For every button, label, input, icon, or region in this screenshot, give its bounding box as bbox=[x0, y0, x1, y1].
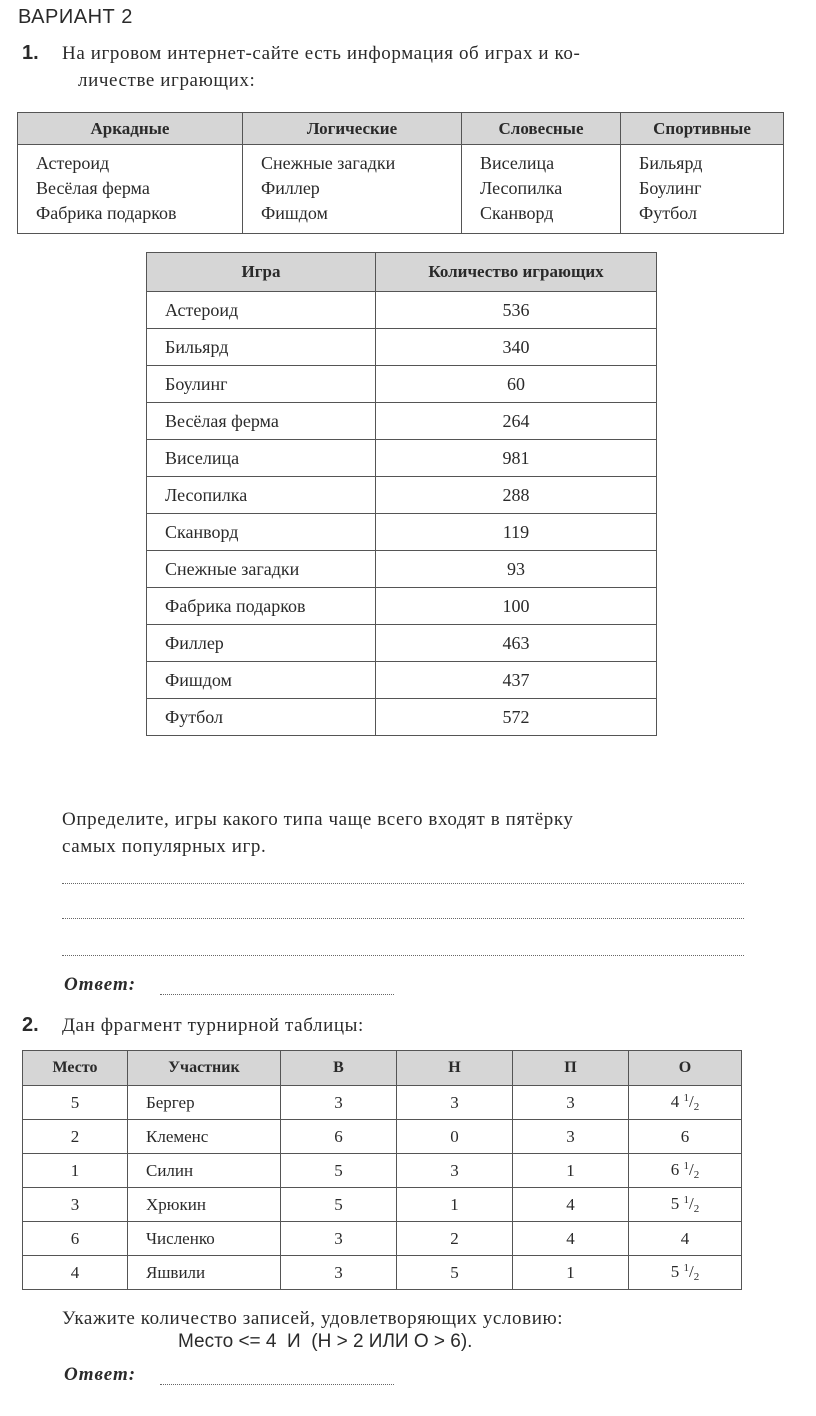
points-numerator: 1 bbox=[683, 1194, 689, 1206]
task2-answer-label: Ответ: bbox=[64, 1364, 137, 1385]
losses-cell: 3 bbox=[513, 1086, 629, 1120]
table-row bbox=[23, 1256, 742, 1290]
participant-cell: Численко bbox=[128, 1222, 281, 1256]
losses-cell: 4 bbox=[513, 1188, 629, 1222]
count-cell: 536 bbox=[376, 292, 657, 329]
game-cell: Филлер bbox=[147, 625, 376, 662]
players-table bbox=[146, 252, 657, 736]
players-header-row bbox=[147, 253, 657, 292]
task1-prompt-line2: самых популярных игр. bbox=[62, 836, 267, 857]
task1-number: 1. bbox=[22, 42, 39, 64]
answer-writing-line bbox=[62, 918, 744, 919]
count-cell: 60 bbox=[376, 366, 657, 403]
points-integer: 5 bbox=[670, 1262, 680, 1281]
task2-prompt: Укажите количество записей, удовлетворяющих условию: bbox=[62, 1308, 564, 1329]
count-cell: 572 bbox=[376, 699, 657, 736]
count-cell: 100 bbox=[376, 588, 657, 625]
wins-cell: 3 bbox=[281, 1222, 397, 1256]
table-row bbox=[147, 588, 657, 625]
points-integer: 4 bbox=[670, 1092, 680, 1111]
game-cell: Бильярд bbox=[147, 329, 376, 366]
draws-cell: 2 bbox=[397, 1222, 513, 1256]
game-name: Футбол bbox=[639, 203, 697, 223]
draws-cell: 5 bbox=[397, 1256, 513, 1290]
place-cell: 6 bbox=[23, 1222, 128, 1256]
game-name: Виселица bbox=[480, 153, 555, 173]
table-row bbox=[147, 514, 657, 551]
categories-header-row bbox=[18, 113, 784, 145]
game-cell: Лесопилка bbox=[147, 477, 376, 514]
table-row bbox=[23, 1086, 742, 1120]
column-header-points: О bbox=[629, 1051, 742, 1086]
task1-question-line1: На игровом интернет-сайте есть информация об играх и ко- bbox=[62, 43, 581, 64]
points-integer: 5 bbox=[670, 1194, 680, 1213]
game-name: Бильярд bbox=[639, 153, 703, 173]
game-cell: Астероид bbox=[147, 292, 376, 329]
game-cell: Боулинг bbox=[147, 366, 376, 403]
place-cell: 2 bbox=[23, 1120, 128, 1154]
game-name: Фишдом bbox=[261, 203, 328, 223]
points-integer: 6 bbox=[670, 1160, 680, 1179]
table-row bbox=[147, 329, 657, 366]
game-name: Снежные загадки bbox=[261, 153, 396, 173]
place-cell: 4 bbox=[23, 1256, 128, 1290]
tournament-table bbox=[22, 1050, 742, 1290]
wins-cell: 3 bbox=[281, 1086, 397, 1120]
task2-question: Дан фрагмент турнирной таблицы: bbox=[62, 1015, 364, 1036]
column-header-wins: В bbox=[281, 1051, 397, 1086]
count-cell: 463 bbox=[376, 625, 657, 662]
table-row bbox=[23, 1188, 742, 1222]
points-denominator: 2 bbox=[693, 1169, 700, 1181]
participant-cell: Хрюкин bbox=[128, 1188, 281, 1222]
category-header: Спортивные bbox=[621, 113, 784, 145]
count-cell: 264 bbox=[376, 403, 657, 440]
points-cell: 6 $^1/_2$ bbox=[629, 1154, 742, 1188]
category-column bbox=[243, 145, 462, 234]
points-integer: 6 bbox=[680, 1126, 690, 1146]
task2-answer-field[interactable] bbox=[160, 1384, 394, 1385]
table-row bbox=[147, 292, 657, 329]
game-name: Фабрика подарков bbox=[36, 203, 177, 223]
points-cell bbox=[629, 1222, 742, 1256]
count-cell: 119 bbox=[376, 514, 657, 551]
draws-cell: 3 bbox=[397, 1086, 513, 1120]
category-header: Словесные bbox=[462, 113, 621, 145]
draws-cell: 1 bbox=[397, 1188, 513, 1222]
game-cell: Весёлая ферма bbox=[147, 403, 376, 440]
points-numerator: 1 bbox=[683, 1160, 689, 1172]
losses-cell: 3 bbox=[513, 1120, 629, 1154]
losses-cell: 1 bbox=[513, 1154, 629, 1188]
game-name: Сканворд bbox=[480, 203, 554, 223]
game-cell: Фишдом bbox=[147, 662, 376, 699]
points-numerator: 1 bbox=[683, 1262, 689, 1274]
table-row bbox=[147, 440, 657, 477]
game-cell: Фабрика подарков bbox=[147, 588, 376, 625]
count-cell: 437 bbox=[376, 662, 657, 699]
players-header-game: Игра bbox=[147, 253, 376, 292]
game-name: Филлер bbox=[261, 178, 320, 198]
points-denominator: 2 bbox=[693, 1101, 700, 1113]
place-cell: 3 bbox=[23, 1188, 128, 1222]
category-header: Аркадные bbox=[18, 113, 243, 145]
count-cell: 981 bbox=[376, 440, 657, 477]
place-cell: 1 bbox=[23, 1154, 128, 1188]
draws-cell: 3 bbox=[397, 1154, 513, 1188]
wins-cell: 6 bbox=[281, 1120, 397, 1154]
task1-question-line2: личестве играющих: bbox=[78, 70, 256, 91]
points-denominator: 2 bbox=[693, 1271, 700, 1283]
count-cell: 340 bbox=[376, 329, 657, 366]
place-cell: 5 bbox=[23, 1086, 128, 1120]
losses-cell: 4 bbox=[513, 1222, 629, 1256]
answer-writing-line bbox=[62, 883, 744, 884]
points-numerator: 1 bbox=[683, 1092, 689, 1104]
table-row bbox=[23, 1120, 742, 1154]
table-row bbox=[147, 625, 657, 662]
table-row bbox=[23, 1222, 742, 1256]
points-cell: 5 $^1/_2$ bbox=[629, 1188, 742, 1222]
participant-cell: Клеменс bbox=[128, 1120, 281, 1154]
task2-condition: Место <= 4 И (Н > 2 ИЛИ О > 6). bbox=[178, 1331, 473, 1352]
answer-writing-line bbox=[62, 955, 744, 956]
game-name: Боулинг bbox=[639, 178, 702, 198]
game-cell: Виселица bbox=[147, 440, 376, 477]
categories-table bbox=[17, 112, 784, 234]
participant-cell: Силин bbox=[128, 1154, 281, 1188]
task2-number: 2. bbox=[22, 1014, 39, 1036]
draws-cell: 0 bbox=[397, 1120, 513, 1154]
participant-cell: Яшвили bbox=[128, 1256, 281, 1290]
points-integer: 4 bbox=[680, 1228, 690, 1248]
table-row bbox=[147, 477, 657, 514]
wins-cell: 5 bbox=[281, 1154, 397, 1188]
column-header-draws: Н bbox=[397, 1051, 513, 1086]
count-cell: 93 bbox=[376, 551, 657, 588]
wins-cell: 5 bbox=[281, 1188, 397, 1222]
category-column bbox=[621, 145, 784, 234]
table-row bbox=[147, 366, 657, 403]
participant-cell: Бергер bbox=[128, 1086, 281, 1120]
variant-title: ВАРИАНТ 2 bbox=[18, 6, 133, 28]
points-denominator: 2 bbox=[693, 1203, 700, 1215]
task1-prompt-line1: Определите, игры какого типа чаще всего входят в пятёрку bbox=[62, 809, 574, 830]
task1-answer-label: Ответ: bbox=[64, 974, 137, 995]
game-cell: Сканворд bbox=[147, 514, 376, 551]
losses-cell: 1 bbox=[513, 1256, 629, 1290]
points-cell: 4 $^1/_2$ bbox=[629, 1086, 742, 1120]
count-cell: 288 bbox=[376, 477, 657, 514]
game-name: Астероид bbox=[36, 153, 110, 173]
game-name: Весёлая ферма bbox=[36, 178, 150, 198]
table-row bbox=[147, 551, 657, 588]
game-cell: Футбол bbox=[147, 699, 376, 736]
column-header-participant: Участник bbox=[128, 1051, 281, 1086]
tournament-header-row bbox=[23, 1051, 742, 1086]
table-row bbox=[23, 1154, 742, 1188]
game-cell: Снежные загадки bbox=[147, 551, 376, 588]
table-row bbox=[147, 403, 657, 440]
category-column bbox=[18, 145, 243, 234]
column-header-losses: П bbox=[513, 1051, 629, 1086]
column-header-place: Место bbox=[23, 1051, 128, 1086]
wins-cell: 3 bbox=[281, 1256, 397, 1290]
table-row bbox=[147, 699, 657, 736]
task1-answer-field[interactable] bbox=[160, 994, 394, 995]
category-header: Логические bbox=[243, 113, 462, 145]
categories-body-row bbox=[18, 145, 784, 234]
table-row bbox=[147, 662, 657, 699]
category-column bbox=[462, 145, 621, 234]
game-name: Лесопилка bbox=[480, 178, 563, 198]
points-cell bbox=[629, 1120, 742, 1154]
players-header-count: Количество играющих bbox=[376, 253, 657, 292]
points-cell: 5 $^1/_2$ bbox=[629, 1256, 742, 1290]
